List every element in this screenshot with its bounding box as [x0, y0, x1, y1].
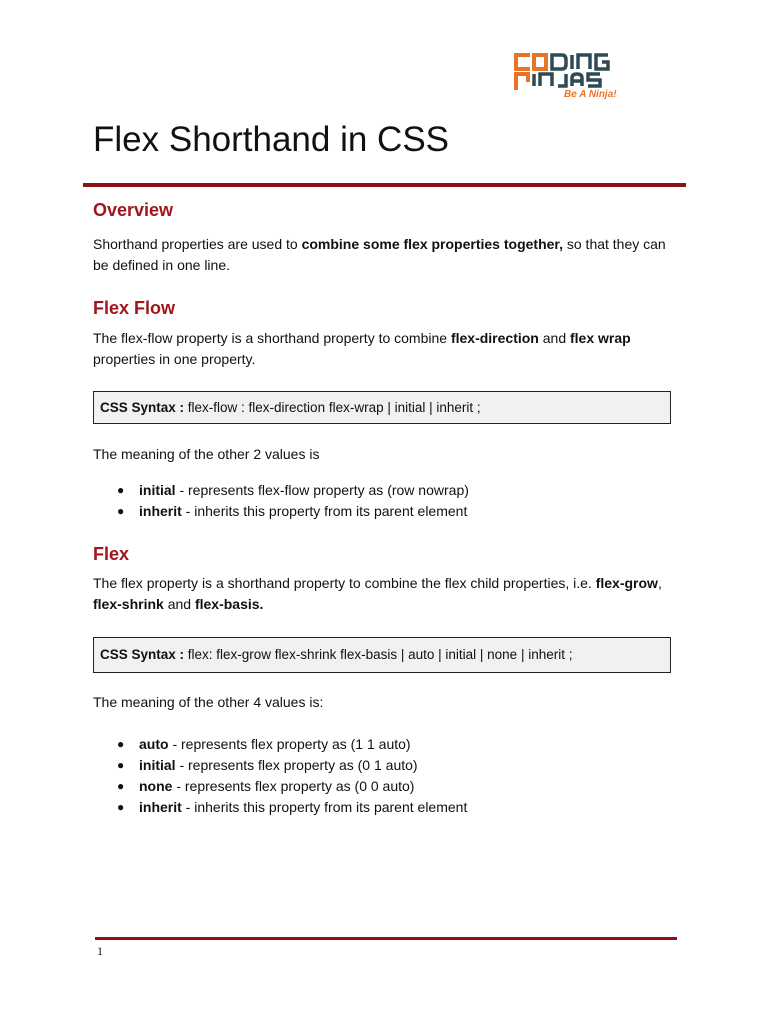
- coding-ninjas-logo-mark: [510, 50, 632, 90]
- page-title: Flex Shorthand in CSS: [93, 120, 450, 159]
- bullet-icon: ●: [117, 504, 125, 518]
- overview-paragraph: Shorthand properties are used to combine some flex properties together, so that they can be defined in one line.: [93, 236, 666, 273]
- overview-heading: Overview: [93, 200, 174, 220]
- list-item: ● auto - represents flex property as (1 1 auto): [93, 734, 467, 755]
- syntax-label: CSS Syntax :: [100, 647, 185, 662]
- title-divider: [83, 183, 686, 187]
- logo-letter-n3: [540, 74, 552, 86]
- flex-flow-values-list: [93, 480, 469, 522]
- coding-ninjas-logo: [510, 50, 632, 104]
- logo-letter-g: [596, 55, 608, 69]
- logo-letter-o: [534, 55, 546, 69]
- list-item: ● inherit - inherits this property from its parent element: [93, 501, 469, 522]
- syntax-label: CSS Syntax :: [100, 400, 185, 415]
- flex-flow-syntax-box: [93, 391, 671, 424]
- flex-meaning: The meaning of the other 4 values is:: [93, 694, 324, 710]
- logo-letter-c: [516, 55, 528, 69]
- bullet-icon: ●: [117, 737, 125, 751]
- flex-syntax-box: [93, 637, 671, 673]
- list-item: ● inherit - inherits this property from its parent element: [93, 797, 467, 818]
- flex-flow-meaning: The meaning of the other 2 values is: [93, 446, 320, 462]
- logo-letter-d: [552, 55, 566, 69]
- bullet-icon: ●: [117, 483, 125, 497]
- list-item: ● initial - represents flex property as (0 1 auto): [93, 755, 467, 776]
- syntax-value: flex-flow : flex-direction flex-wrap | initial | inherit ;: [184, 400, 481, 415]
- flex-paragraph: The flex property is a shorthand property to combine the flex child properties, i.e. flex-grow, flex-shrink and flex-basis.: [93, 575, 662, 612]
- syntax-value: flex: flex-grow flex-shrink flex-basis | auto | initial | none | inherit ;: [184, 647, 573, 662]
- bullet-icon: ●: [117, 758, 125, 772]
- flex-values-list: [93, 734, 467, 818]
- list-item: ● initial - represents flex-flow property as (row nowrap): [93, 480, 469, 501]
- logo-tagline: Be A Ninja!: [564, 89, 617, 100]
- logo-letter-n2: [516, 74, 528, 88]
- page-number: 1: [97, 944, 103, 958]
- flex-heading: Flex: [93, 544, 130, 564]
- logo-letter-s: [588, 74, 600, 86]
- bullet-icon: ●: [117, 800, 125, 814]
- footer-divider: [95, 937, 677, 940]
- flex-flow-paragraph: The flex-flow property is a shorthand property to combine flex-direction and flex wrap properties in one property.: [93, 330, 631, 367]
- bullet-icon: ●: [117, 779, 125, 793]
- logo-letter-j: [558, 74, 566, 86]
- list-item: ● none - represents flex property as (0 0 auto): [93, 776, 467, 797]
- logo-letter-n: [578, 55, 590, 69]
- logo-letter-a: [572, 74, 582, 86]
- flex-flow-heading: Flex Flow: [93, 298, 176, 318]
